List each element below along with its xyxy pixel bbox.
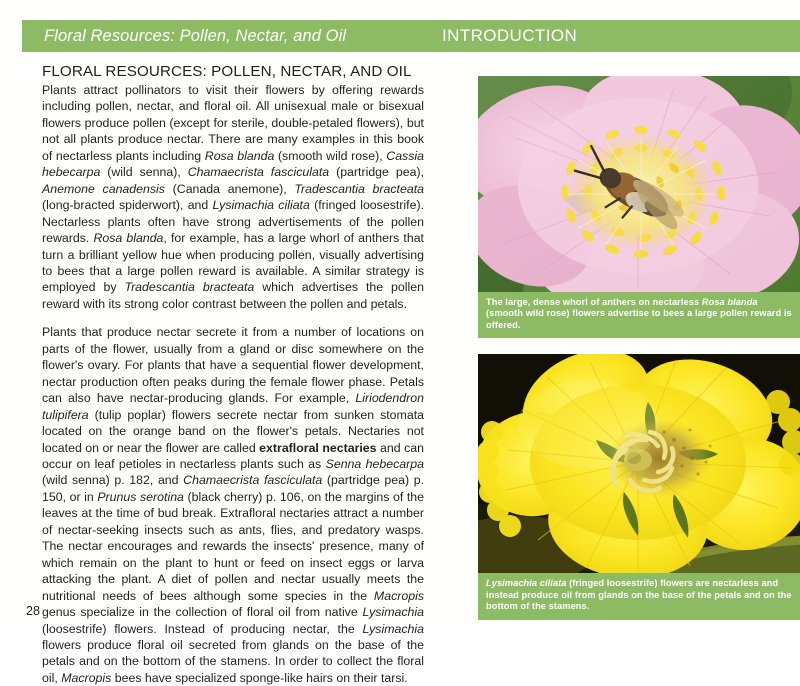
figure-lysimachia-ciliata [478,354,800,620]
figure-column [438,60,792,636]
header-section-label: INTRODUCTION [442,26,578,45]
figure-caption-rosa-blanda: The large, dense whorl of anthers on nectarless Rosa blanda (smooth wild rose) flowers advertise to bees a large pollen reward is offered. [478,292,800,338]
figure-caption-lysimachia-ciliata: Lysimachia ciliata (fringed loosestrife) flowers are nectarless and instead produce oil from glands on the base of the petals and on the bottom of the stamens. [478,573,800,620]
photo-lysimachia-ciliata [478,354,800,573]
figure-rosa-blanda [478,76,800,338]
body-paragraph-2: Plants that produce nectar secrete it from a number of locations on parts of the flower, usually from a gland or disc somewhere on the flower's ovary. For plants that have a sequential flower development, nectar production often peaks during the female flower phase. Petals can also have nectar-producing glands. For example, Liriodendron tulipifera (tulip poplar) flowers secrete nectar from sunken stomata located on the orange band on the flower's petals. Nectaries not located on or near the flower are called extrafloral nectaries and can occur on leaf petioles in nectarless plants such as Senna hebecarpa (wild senna) p. 182, and Chamaecrista fasciculata (partridge pea) p. 150, or in Prunus serotina (black cherry) p. 106, on the margins of the leaves at the time of bud break. Extrafloral nectaries attract a number of nectar-seeking insects such as ants, flies, and predatory wasps. The nectar encourages and rewards the insects' presence, many of which remain on the plant to hunt or feed on insect eggs or larva attacking the plant. A diet of pollen and nectar usually meets the nutritional needs of bees although some species in the Macropis genus specialize in the collection of floral oil from native Lysimachia (loosestrife) flowers. Instead of producing nectar, the Lysimachia flowers produce floral oil secreted from glands on the base of the petals and on the bottom of the stamens. In order to collect the floral oil, Macropis bees have specialized sponge-like hairs on their tarsi. [42,325,424,685]
page-body [0,52,800,685]
article-title: FLORAL RESOURCES: POLLEN, NECTAR, AND OIL [42,63,412,80]
header-running-title: Floral Resources: Pollen, Nectar, and Oil [44,26,347,45]
page-header-band [22,20,800,52]
body-paragraph-1: Plants attract pollinators to visit their flowers by offering rewards including pollen, nectar, and floral oil. All unisexual male or bisexual flowers produce pollen (except for sterile, double-petaled flowers), but not all plants produce nectar. There are many examples in this book of nectarless plants including Rosa blanda (smooth wild rose), Cassia hebecarpa (wild senna), Chamaecrista fasciculata (partridge pea), Anemone canadensis (Canada anemone), Tradescantia bracteata (long-bracted spiderwort), and Lysimachia ciliata (fringed loosestrife). Nectarless plants often have strong advertisements of the pollen rewards. Rosa blanda, for example, has a large whorl of anthers that turn a brilliant yellow hue when producing pollen, visually advertising to bees that a large pollen reward is available. A similar strategy is employed by Tradescantia bracteata which advertises the pollen reward with its strong color contrast between the pollen and petals. [42,83,425,311]
photo-rosa-blanda [478,76,800,292]
article-text-column [42,62,424,686]
page-number-folio: 28 [26,604,40,618]
